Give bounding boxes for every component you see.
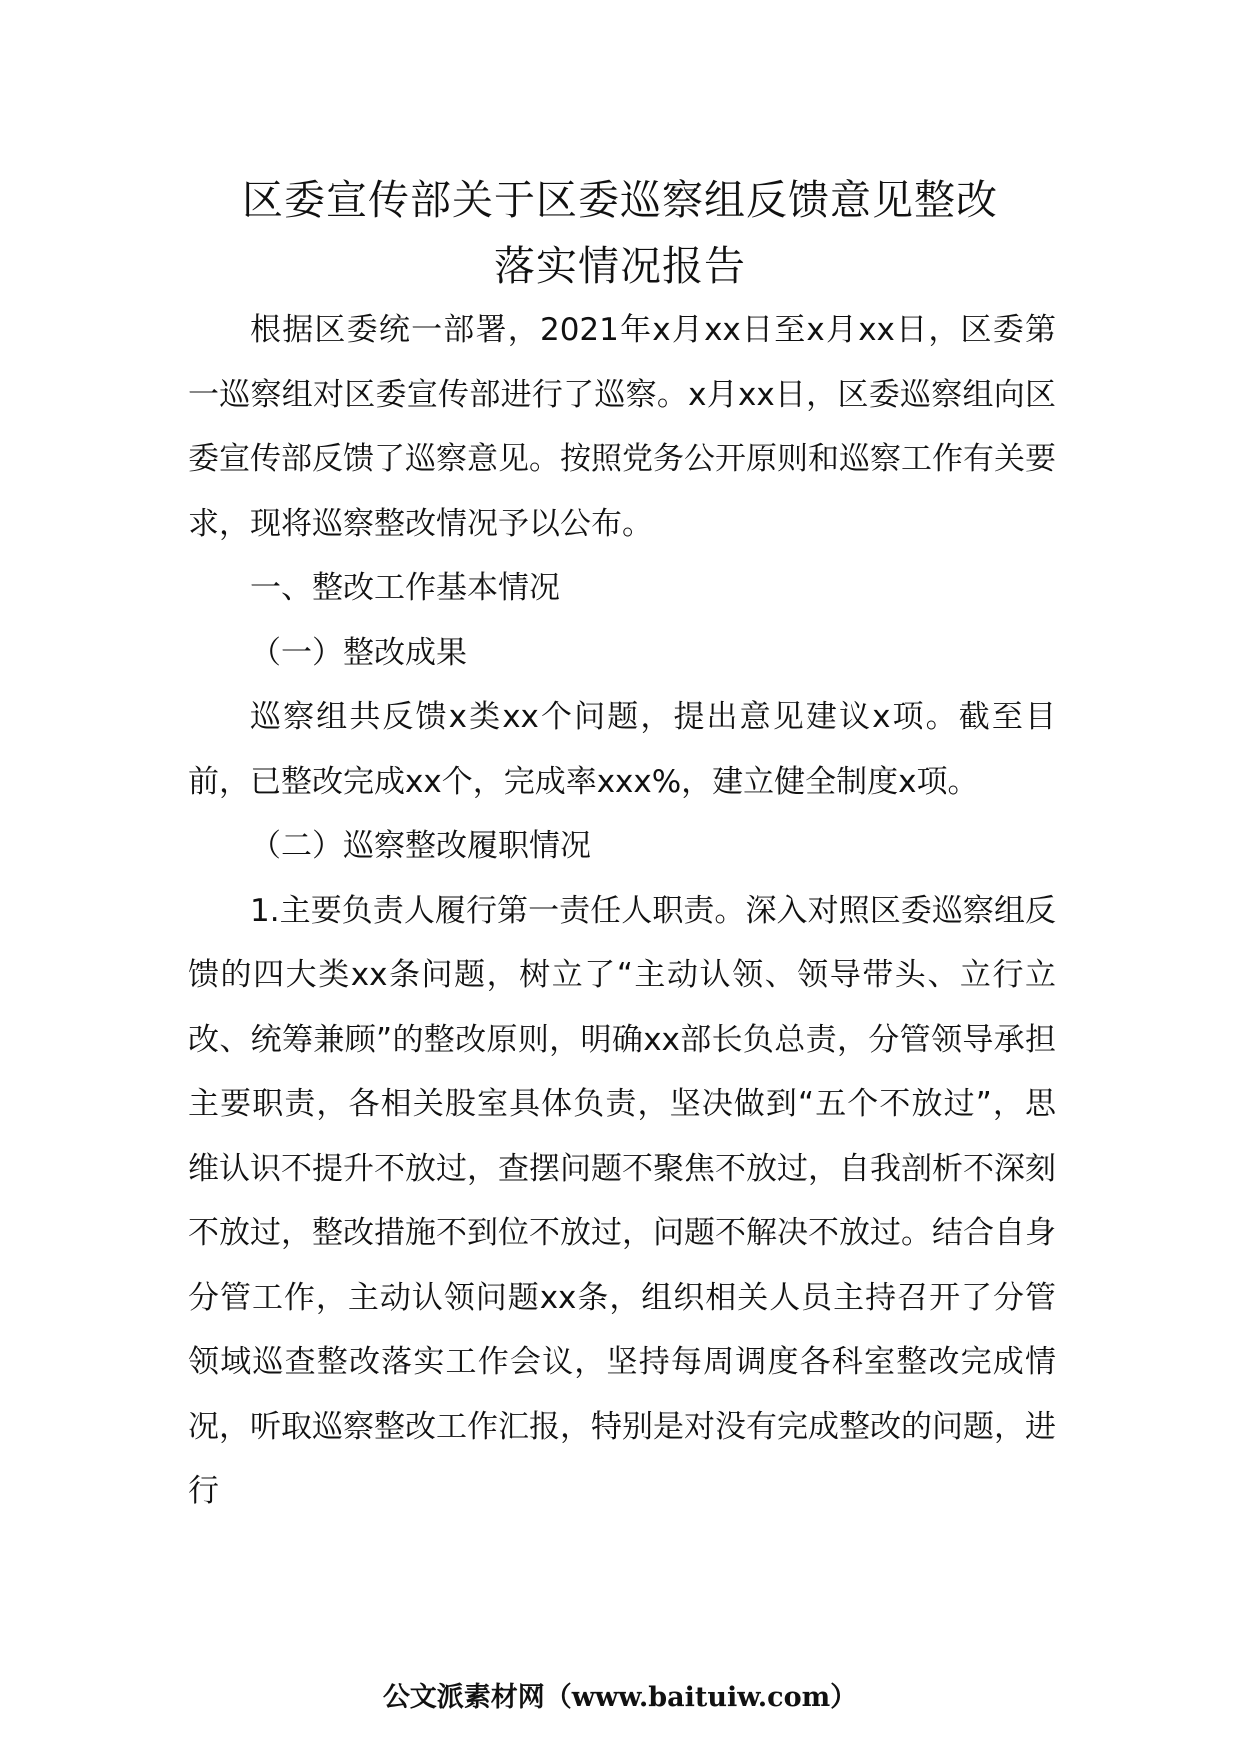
- subsection-heading-1: （一）整改成果: [250, 634, 467, 671]
- footer-watermark: 公文派素材网（www.baituiw.com）: [382, 1682, 858, 1713]
- paragraph-intro: 根据区委统一部署，2021年x月xx日至x月xx日，区委第一巡察组对区委宣传部进行了巡察。x月xx日，区委巡察组向区委宣传部反馈了巡察意见。按照党务公开原则和巡察工作有关要求，现将巡察整改情况予以公布。: [188, 312, 1056, 542]
- document-body: [188, 298, 1056, 1524]
- paragraph-results: 巡察组共反馈x类xx个问题，提出意见建议x项。截至目前，已整改完成xx个，完成率xxx%，建立健全制度x项。: [188, 699, 1056, 800]
- subsection-heading-2: （二）巡察整改履职情况: [250, 828, 591, 864]
- document-title-line-2: 落实情况报告: [494, 242, 746, 290]
- document-title-line-1: 区委宣传部关于区委巡察组反馈意见整改: [242, 176, 998, 224]
- section-heading-1: 一、整改工作基本情况: [250, 570, 560, 606]
- paragraph-responsibility: 1.主要负责人履行第一责任人职责。深入对照区委巡察组反馈的四大类xx条问题，树立了“主动认领、领导带头、立行立改、统筹兼顾”的整改原则，明确xx部长负总责，分管领导承担主要职责，各相关股室具体负责，坚决做到“五个不放过”，思维认识不提升不放过，查摆问题不聚焦不放过，自我剖析不深刻不放过，整改措施不到位不放过，问题不解决不放过。结合自身分管工作，主动认领问题xx条，组织相关人员主持召开了分管领域巡查整改落实工作会议，坚持每周调度各科室整改完成情况，听取巡察整改工作汇报，特别是对没有完成整改的问题，进行: [188, 892, 1056, 1509]
